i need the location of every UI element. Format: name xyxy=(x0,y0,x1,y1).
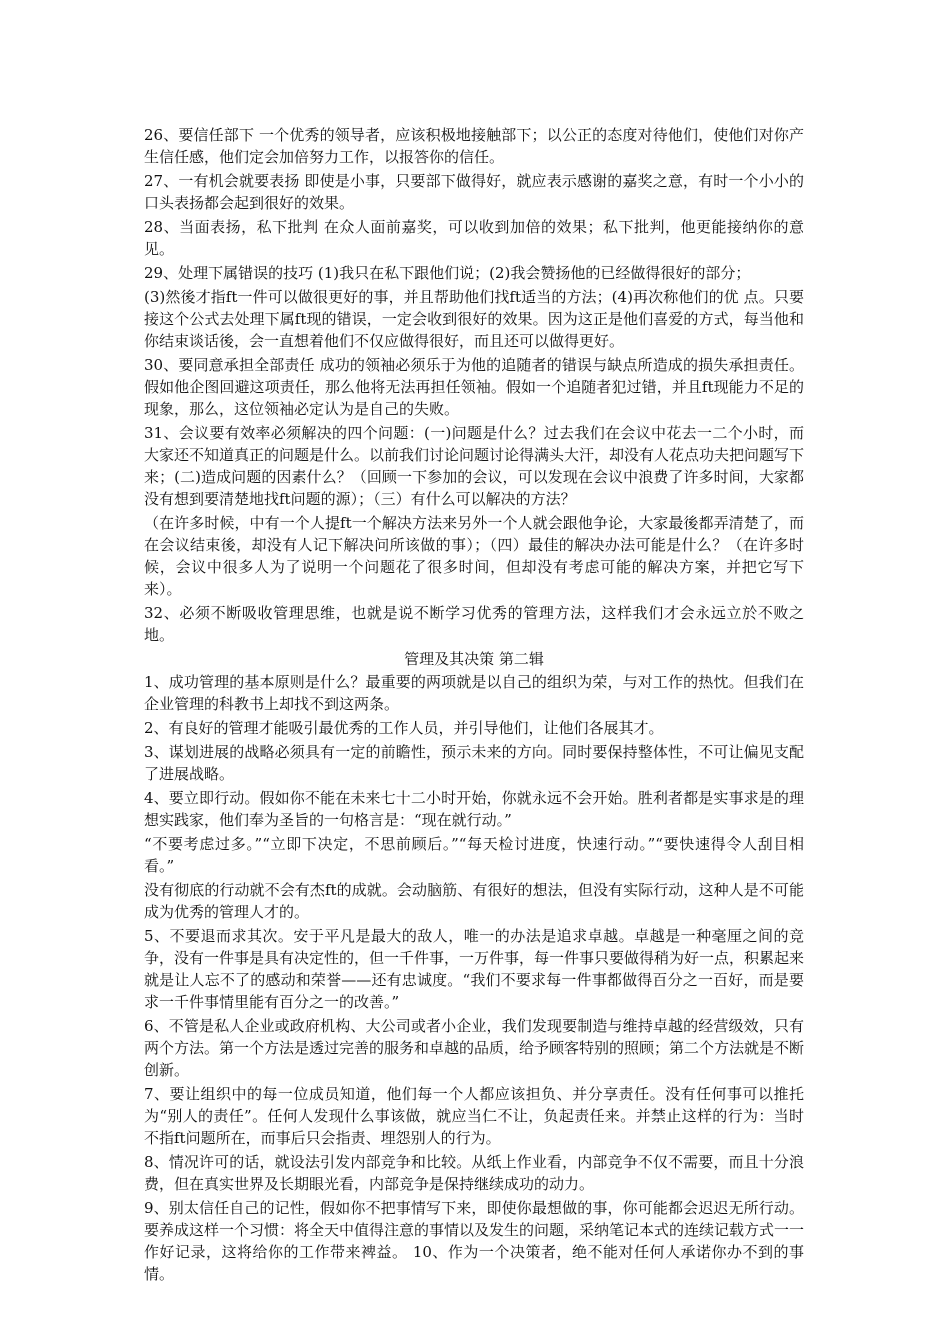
paragraph-7: 7、要让组织中的每一位成员知道，他们每一个人都应该担负、并分享责任。没有任何事可以推托为“别人的责任”。任何人发现什么事该做，就应当仁不让，负起责任来。并禁止这样的行为：当时不指ft问题所在，而事后只会指责、埋怨别人的行为。 xyxy=(144,1085,804,1147)
paragraph-30: 30、要同意承担全部责任 成功的领袖必须乐于为他的追随者的错误与缺点所造成的损失承担责任。假如他企图回避这项责任，那么他将无法再担任领袖。假如一个追随者犯过错，并且ft现能力不足的现象，那么，这位领袖必定认为是自己的失败。 xyxy=(144,356,804,418)
paragraph-31: 31、会议要有效率必须解决的四个问题：(一)问题是什么？过去我们在会议中花去一二个小时，而大家还不知道真正的问题是什么。以前我们讨论问题讨论得满头大汗，却没有人花点功夫把问题写下来；(二)造成问题的因素什么？（回顾一下参加的会议，可以发现在会议中浪费了许多时间，大家都没有想到要清楚地找ft问题的源）；（三）有什么可以解决的方法？ xyxy=(144,424,805,508)
paragraph-3: 3、谋划进展的战略必须具有一定的前瞻性，预示未来的方向。同时要保持整体性，不可让偏见支配了进展战略。 xyxy=(144,743,804,783)
paragraph-4-quotes: “不要考虑过多。”“立即下决定，不思前顾后。”“每天检讨进度，快速行动。”“要快速得令人刮目相看。” xyxy=(144,835,804,875)
paragraph-31-continued: （在许多时候，中有一个人提ft一个解决方法来另外一个人就会跟他争论，大家最後都弄清楚了，而在会议结束後，却没有人记下解决问所该做的事）；（四）最佳的解决办法可能是什么？（在许多时候，会议中很多人为了说明一个问题花了很多时间，但却没有考虑可能的解决方案，并把它写下来）。 xyxy=(144,514,804,598)
paragraph-27: 27、一有机会就要表扬 即使是小事，只要部下做得好，就应表示感谢的嘉奖之意，有时一个小小的口头表扬都会起到很好的效果。 xyxy=(144,172,804,212)
paragraph-2: 2、有良好的管理才能吸引最优秀的工作人员，并引导他们，让他们各展其才。 xyxy=(144,719,664,737)
document-page xyxy=(144,124,804,1287)
paragraph-9-10: 9、别太信任自己的记性，假如你不把事情写下来，即使你最想做的事，你可能都会迟迟无所行动。要养成这样一个习惯：将全天中值得注意的事情以及发生的问题，采纳笔记本式的连续记载方式一一作好记录，这将给你的工作带来裨益。 10、作为一个决策者，绝不能对任何人承诺你办不到的事情。 xyxy=(144,1199,805,1283)
section-title: 管理及其决策 第二辑 xyxy=(404,650,544,668)
paragraph-28: 28、当面表扬，私下批判 在众人面前嘉奖，可以收到加倍的效果；私下批判，他更能接纳你的意见。 xyxy=(144,218,804,258)
paragraph-8: 8、情况许可的话，就设法引发内部竞争和比较。从纸上作业看，内部竞争不仅不需要，而且十分浪费，但在真实世界及长期眼光看，内部竞争是保持继续成功的动力。 xyxy=(144,1153,804,1193)
paragraph-29: 29、处理下属错误的技巧 (1)我只在私下跟他们说；(2)我会赞扬他的已经做得很好的部分； xyxy=(144,264,751,282)
paragraph-6: 6、不管是私人企业或政府机构、大公司或者小企业，我们发现要制造与维持卓越的经营级效，只有两个方法。第一个方法是透过完善的服务和卓越的品质，给予顾客特别的照顾；第二个方法就是不断创新。 xyxy=(144,1017,805,1079)
paragraph-26: 26、要信任部下 一个优秀的领导者，应该积极地接触部下；以公正的态度对待他们，使他们对你产生信任感，他们定会加倍努力工作，以报答你的信任。 xyxy=(144,126,804,166)
paragraph-5: 5、不要退而求其次。安于平凡是最大的敌人，唯一的办法是追求卓越。卓越是一种毫厘之间的竞争，没有一件事是具有决定性的，但一千件事，一万件事，每一件事只要做得稍为好一点，积累起来就是让人忘不了的感动和荣誉——还有忠诚度。“我们不要求每一件事都做得百分之一百好，而是要求一千件事情里能有百分之一的改善。” xyxy=(144,927,805,1011)
paragraph-4: 4、要立即行动。假如你不能在未来七十二小时开始，你就永远不会开始。胜利者都是实事求是的理想实践家，他们奉为圣旨的一句格言是：“现在就行动。” xyxy=(144,789,804,829)
paragraph-1: 1、成功管理的基本原则是什么？最重要的两项就是以自己的组织为荣，与对工作的热忱。但我们在企业管理的科教书上却找不到这两条。 xyxy=(144,673,804,713)
paragraph-29-continued: (3)然後才指ft一件可以做很更好的事，并且帮助他们找ft适当的方法；(4)再次称他们的优 点。只要接这个公式去处理下属ft现的错误，一定会收到很好的效果。因为这正是他们喜爱的方式，每当他和你结束谈话後，会一直想着他们不仅应做得很好，而且还可以做得更好。 xyxy=(144,288,804,350)
paragraph-4-continued: 没有彻底的行动就不会有杰ft的成就。会动脑筋、有很好的想法，但没有实际行动，这种人是不可能成为优秀的管理人才的。 xyxy=(144,881,804,921)
paragraph-32: 32、必须不断吸收管理思维，也就是说不断学习优秀的管理方法，这样我们才会永远立於不败之地。 xyxy=(144,604,804,644)
